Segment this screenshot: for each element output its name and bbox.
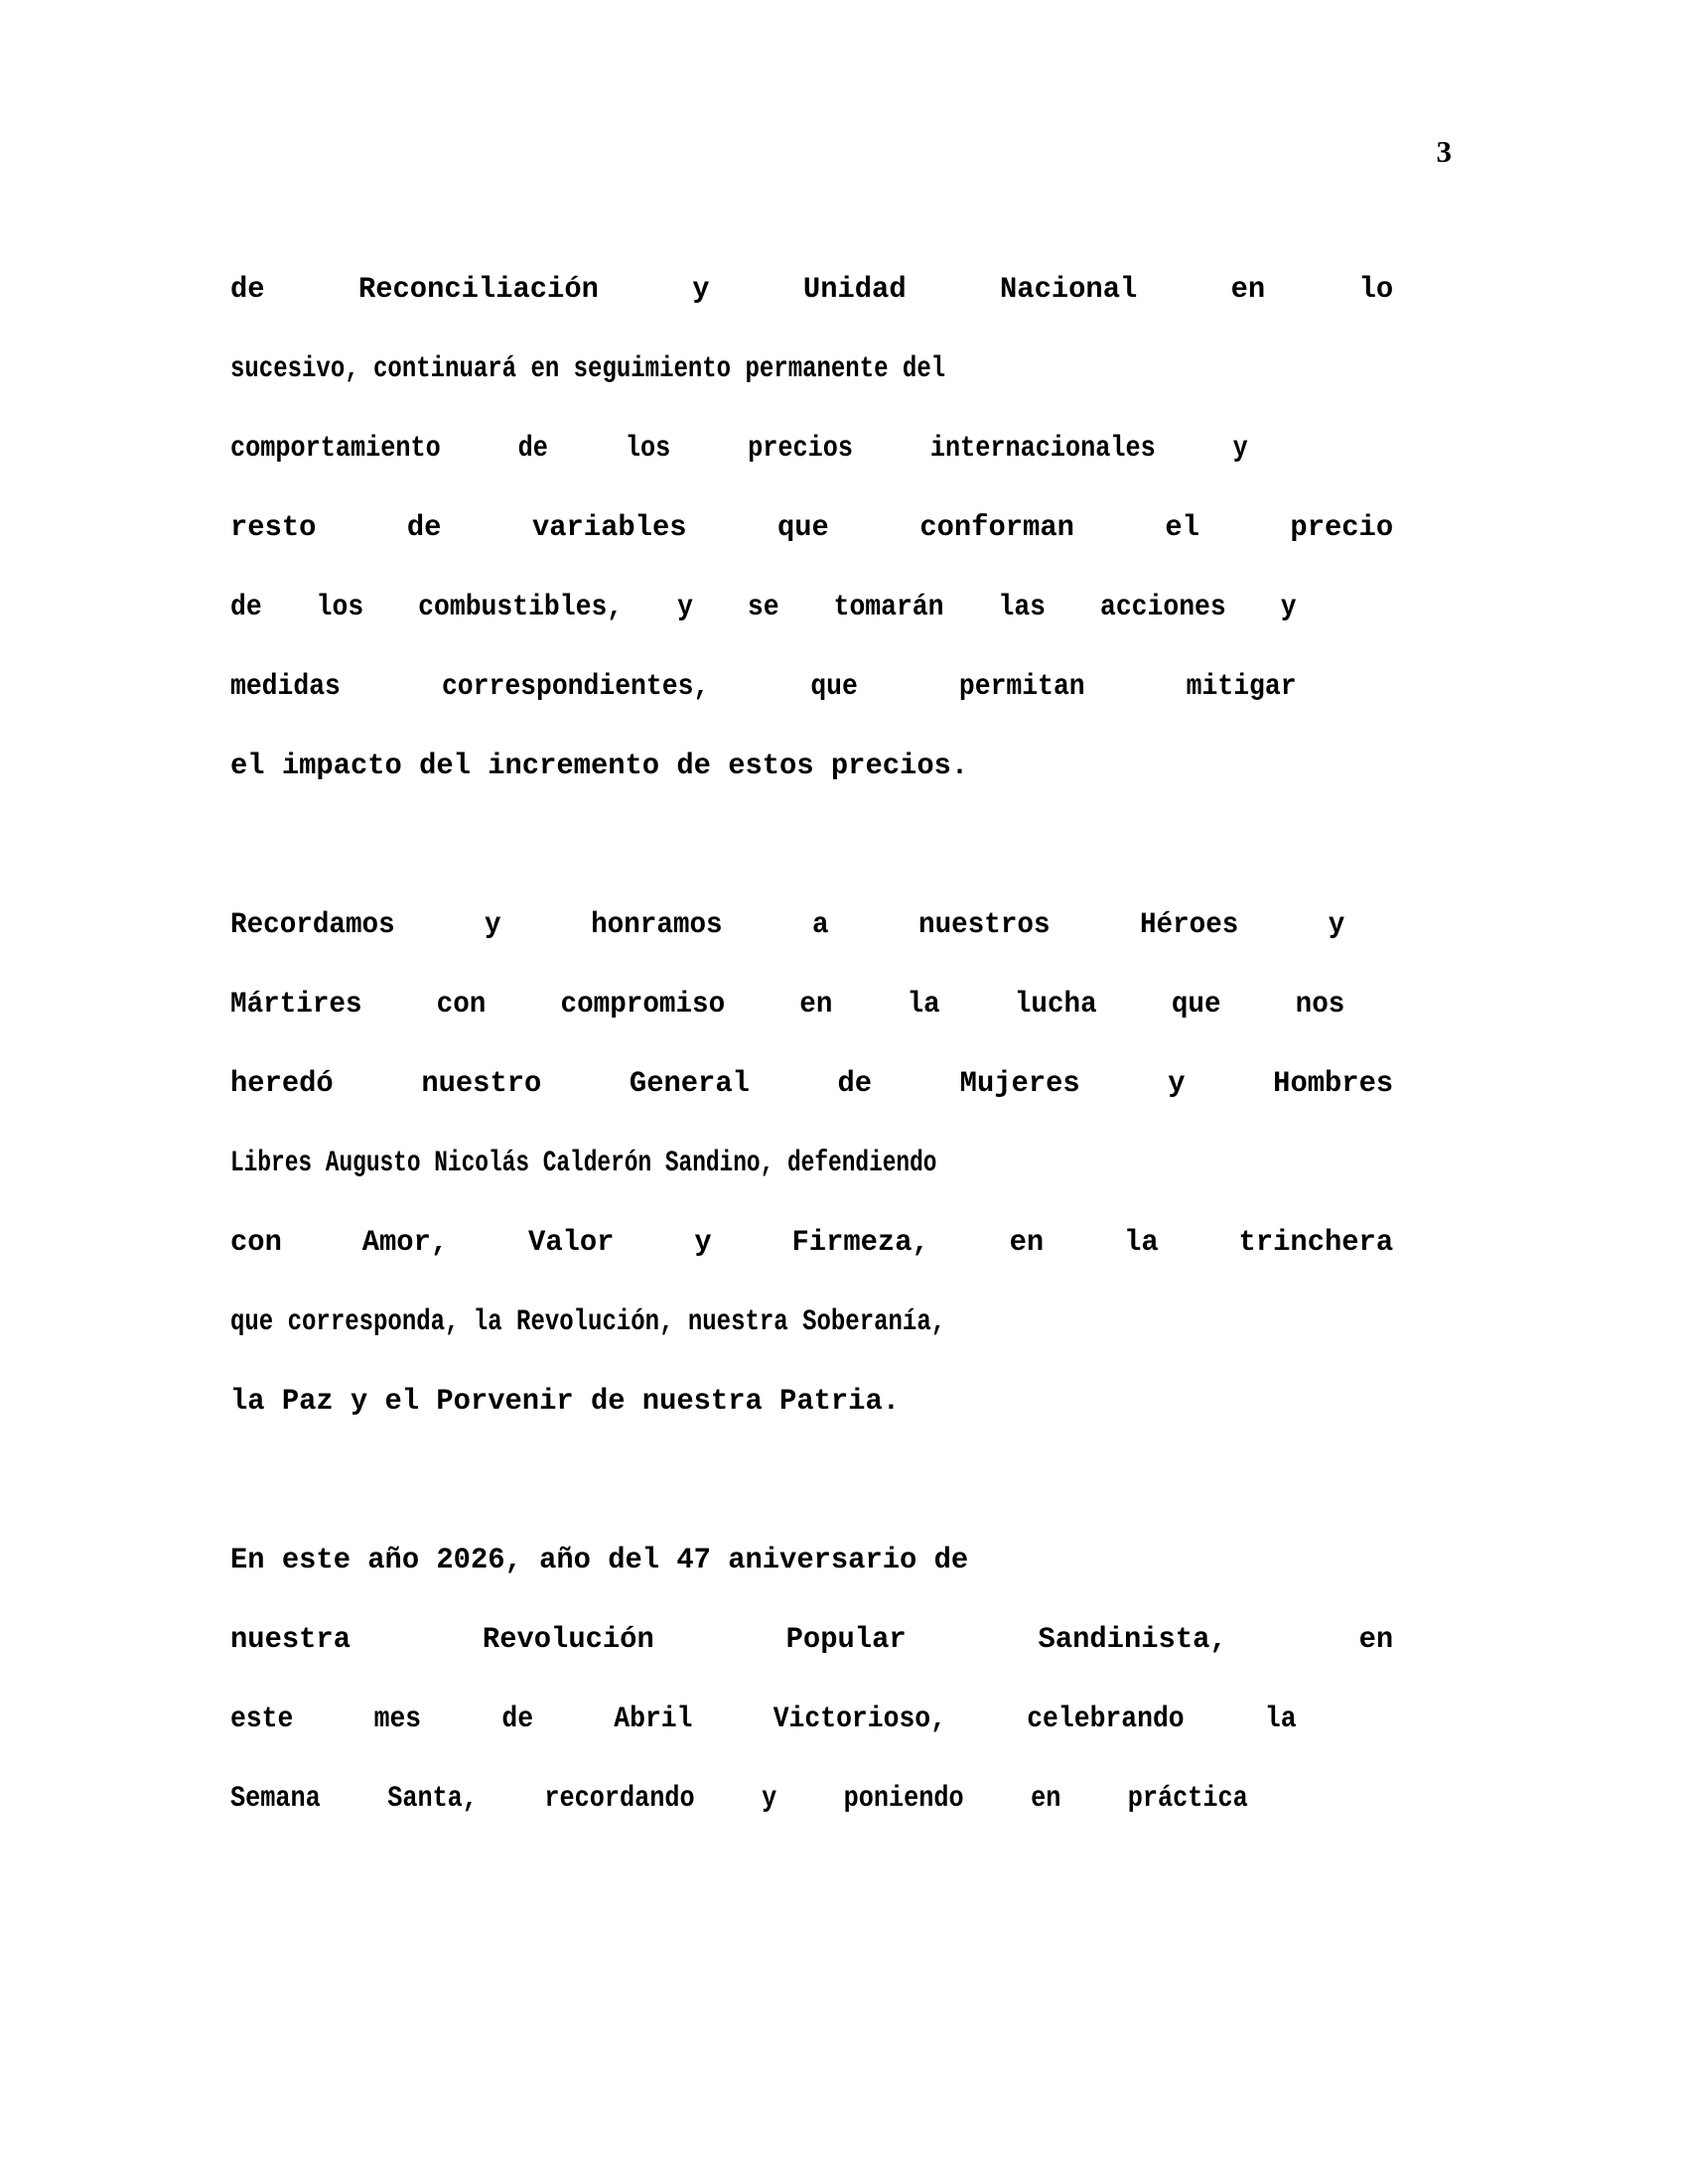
text-word: acciones — [1099, 591, 1226, 624]
text-line: que corresponda, la Revolución, nuestra Soberanía, — [230, 1305, 946, 1339]
text-word: honramos — [591, 908, 723, 942]
text-word: Nacional — [1000, 273, 1138, 307]
text-word: en — [799, 988, 833, 1022]
text-word: Mujeres — [959, 1067, 1080, 1101]
text-word: mitigar — [1186, 670, 1297, 704]
text-word: Mártires — [230, 988, 362, 1022]
text-word: la — [1124, 1226, 1159, 1260]
text-word: nuestro — [421, 1067, 542, 1101]
text-word: con — [436, 988, 487, 1022]
text-word: mes — [373, 1703, 422, 1736]
text-word: la — [1264, 1703, 1297, 1736]
text-word: variables — [531, 511, 687, 545]
text-word: compromiso — [560, 988, 726, 1022]
text-line — [230, 886, 1344, 965]
text-word: Santa, — [387, 1782, 478, 1816]
text-line — [230, 1203, 1393, 1283]
text-word: heredó — [230, 1067, 334, 1101]
text-word: se — [747, 591, 779, 624]
text-word: y — [677, 591, 693, 624]
text-line — [230, 568, 1297, 647]
text-line — [230, 1759, 1248, 1839]
text-line: Libres Augusto Nicolás Calderón Sandino, defendiendo — [230, 1147, 937, 1180]
paragraph — [230, 886, 1442, 1441]
text-word: resto — [230, 511, 317, 545]
paragraph — [230, 1521, 1442, 1839]
text-word: y — [694, 1226, 712, 1260]
text-line — [230, 488, 1393, 568]
text-word: recordando — [544, 1782, 695, 1816]
text-line: el impacto del incremento de estos precios. — [230, 750, 969, 783]
text-word: Semana — [230, 1782, 321, 1816]
text-word: comportamiento — [230, 432, 441, 466]
text-word: con — [230, 1226, 282, 1260]
text-word: Victorioso, — [773, 1703, 946, 1736]
paragraph — [230, 250, 1442, 806]
text-word: este — [230, 1703, 294, 1736]
text-word: de — [501, 1703, 534, 1736]
text-word: de — [837, 1067, 873, 1101]
text-word: nos — [1295, 988, 1345, 1022]
text-word: a — [812, 908, 829, 942]
text-word: permitan — [958, 670, 1085, 704]
text-word: precios — [748, 432, 853, 466]
text-word: que — [776, 511, 829, 545]
text-word: Unidad — [802, 273, 907, 307]
text-word: las — [998, 591, 1047, 624]
text-word: Hombres — [1273, 1067, 1394, 1101]
text-line — [230, 409, 1248, 488]
text-word: la — [907, 988, 940, 1022]
text-line — [230, 1044, 1393, 1124]
text-word: y — [1168, 1067, 1186, 1101]
text-word: Sandinista, — [1038, 1623, 1227, 1657]
text-word: nuestra — [230, 1623, 351, 1657]
text-word: práctica — [1127, 1782, 1248, 1816]
text-word: y — [485, 908, 501, 942]
text-word: y — [692, 273, 710, 307]
text-word: trinchera — [1238, 1226, 1394, 1260]
text-word: lucha — [1014, 988, 1097, 1022]
text-word: y — [1280, 591, 1297, 624]
page-number: 3 — [1436, 134, 1452, 169]
text-word: precio — [1290, 511, 1394, 545]
text-word: lo — [1358, 273, 1394, 307]
text-line — [230, 647, 1297, 727]
text-word: y — [1232, 432, 1248, 466]
text-word: Popular — [785, 1623, 907, 1657]
text-word: correspondientes, — [441, 670, 710, 704]
text-word: Amor, — [361, 1226, 449, 1260]
text-word: en — [1031, 1782, 1061, 1816]
text-word: Firmeza, — [791, 1226, 929, 1260]
text-line — [230, 1600, 1393, 1680]
text-word: internacionales — [929, 432, 1156, 466]
text-word: Reconciliación — [357, 273, 599, 307]
text-word: de — [230, 591, 262, 624]
document-body — [230, 250, 1442, 1839]
text-word: Recordamos — [230, 908, 395, 942]
text-word: Abril — [614, 1703, 693, 1736]
text-line — [230, 1680, 1297, 1759]
text-word: medidas — [230, 670, 341, 704]
text-word: y — [762, 1782, 777, 1816]
text-word: Héroes — [1139, 908, 1239, 942]
text-word: en — [1358, 1623, 1394, 1657]
text-word: en — [1230, 273, 1266, 307]
text-word: y — [1328, 908, 1345, 942]
text-line: la Paz y el Porvenir de nuestra Patria. — [230, 1385, 901, 1419]
text-line — [230, 250, 1393, 330]
text-word: conforman — [919, 511, 1074, 545]
text-word: nuestros — [918, 908, 1051, 942]
text-line — [230, 965, 1344, 1044]
text-word: de — [230, 273, 265, 307]
text-word: poniendo — [843, 1782, 964, 1816]
text-word: de — [406, 511, 442, 545]
text-word: General — [629, 1067, 750, 1101]
text-word: tomarán — [833, 591, 944, 624]
text-word: combustibles, — [418, 591, 624, 624]
text-word: Valor — [528, 1226, 615, 1260]
text-word: que — [810, 670, 858, 704]
text-word: los — [625, 432, 671, 466]
text-word: celebrando — [1027, 1703, 1185, 1736]
text-word: de — [517, 432, 548, 466]
text-word: el — [1165, 511, 1199, 545]
text-word: Revolución — [482, 1623, 654, 1657]
text-line: En este año 2026, año del 47 aniversario de — [230, 1544, 969, 1577]
text-line: sucesivo, continuará en seguimiento permanente del — [230, 352, 946, 386]
text-word: que — [1171, 988, 1221, 1022]
text-word: los — [316, 591, 364, 624]
text-word: en — [1009, 1226, 1045, 1260]
